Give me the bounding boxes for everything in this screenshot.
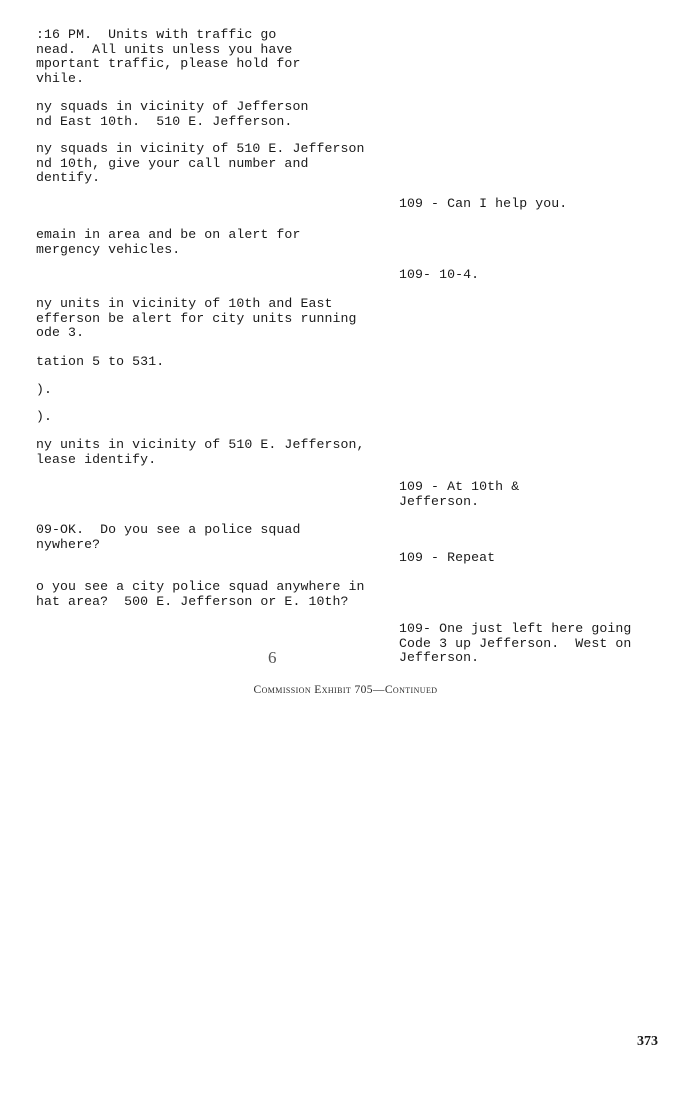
right-line: Jefferson. [399, 493, 480, 509]
left-line: nd East 10th. 510 E. Jefferson. [36, 113, 293, 129]
handwritten-page-mark: 6 [268, 648, 277, 667]
left-line: :16 PM. Units with traffic go [36, 27, 277, 42]
right-line: 109 - Repeat [399, 550, 496, 565]
left-line: dentify. [36, 170, 101, 185]
left-line: o you see a city police squad anywhere in [36, 579, 365, 594]
left-line: emain in area and be on alert for [36, 227, 301, 242]
left-line: efferson be alert for city units running [36, 310, 357, 326]
left-line: mportant traffic, please hold for [36, 56, 301, 71]
left-line: ny units in vicinity of 10th and East [36, 296, 333, 311]
right-line: 109- One just left here going [399, 621, 632, 636]
right-line: Jefferson. [399, 650, 480, 665]
left-line: lease identify. [36, 451, 157, 467]
left-line: nywhere? [36, 536, 101, 552]
left-line: ). [36, 409, 53, 424]
page-number: 373 [637, 1034, 658, 1049]
right-line: 109 - At 10th & [399, 479, 520, 494]
left-line: ny squads in vicinity of 510 E. Jefferson [36, 141, 365, 156]
left-line: 09-OK. Do you see a police squad [36, 522, 301, 537]
right-line: 109 - Can I help you. [399, 196, 568, 211]
left-line: hat area? 500 E. Jefferson or E. 10th? [36, 593, 349, 609]
left-line: nead. All units unless you have [36, 41, 293, 57]
left-line: vhile. [36, 70, 85, 86]
left-line: ). [36, 382, 53, 397]
left-line: nd 10th, give your call number and [36, 155, 309, 171]
left-line: ode 3. [36, 325, 85, 340]
left-line: ny squads in vicinity of Jefferson [36, 99, 309, 114]
right-line: Code 3 up Jefferson. West on [399, 635, 632, 651]
left-line: tation 5 to 531. [36, 354, 165, 369]
exhibit-caption: Commission Exhibit 705—Continued [253, 684, 438, 696]
left-line: ny units in vicinity of 510 E. Jefferson, [36, 437, 365, 452]
left-line: mergency vehicles. [36, 241, 181, 257]
right-line: 109- 10-4. [399, 267, 480, 282]
